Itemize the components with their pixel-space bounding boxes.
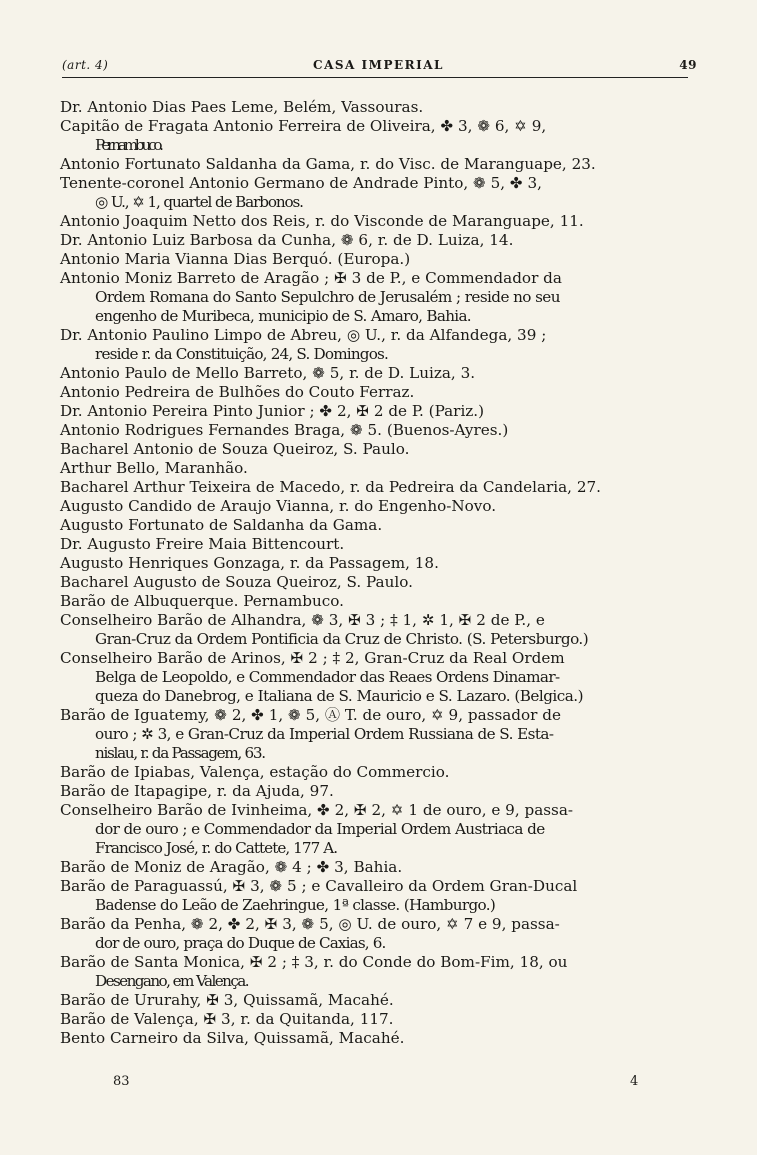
entry-line: Bento Carneiro da Silva, Quissamã, Macahé. bbox=[60, 1029, 405, 1047]
entry-line: Barão de Iguatemy, ❁ 2, ✤ 1, ❁ 5, Ⓐ T. de ouro, ✡ 9, passador de bbox=[60, 706, 561, 724]
entry-continuation-line: reside r. da Constituição, 24, S. Domingos. bbox=[95, 345, 389, 363]
entry-line: Conselheiro Barão de Ivinheima, ✤ 2, ✠ 2, ✡ 1 de ouro, e 9, passa- bbox=[60, 801, 574, 819]
entry-continuation-line: Gran-Cruz da Ordem Pontificia da Cruz de Christo. (S. Petersburgo.) bbox=[95, 630, 589, 648]
entry-line: Tenente-coronel Antonio Germano de Andrade Pinto, ❁ 5, ✤ 3, bbox=[60, 174, 542, 192]
entry-line: Bacharel Antonio de Souza Queiroz, S. Paulo. bbox=[60, 440, 410, 458]
entry-line: Conselheiro Barão de Arinos, ✠ 2 ; ‡ 2, Gran-Cruz da Real Ordem bbox=[60, 649, 565, 667]
entry-line: Barão da Penha, ❁ 2, ✤ 2, ✠ 3, ❁ 5, ◎ U. de ouro, ✡ 7 e 9, passa- bbox=[60, 915, 560, 933]
page-number: 49 bbox=[679, 58, 697, 72]
entry-line: Barão de Albuquerque. Pernambuco. bbox=[60, 592, 345, 610]
entry-continuation-line: Badense do Leão de Zaehringue, 1ª classe. (Hamburgo.) bbox=[95, 896, 496, 914]
entry-line: Conselheiro Barão de Alhandra, ❁ 3, ✠ 3 ; ‡ 1, ✲ 1, ✠ 2 de P., e bbox=[60, 611, 545, 629]
signature-mark: 4 bbox=[630, 1074, 639, 1089]
signature-number: 83 bbox=[113, 1074, 130, 1089]
entry-continuation-line: dor de ouro ; e Commendador da Imperial Ordem Austriaca de bbox=[95, 820, 545, 838]
entry-line: Dr. Antonio Paulino Limpo de Abreu, ◎ U., r. da Alfandega, 39 ; bbox=[60, 326, 547, 344]
entry-continuation-line: Pernambuco. bbox=[95, 136, 161, 154]
entry-continuation-line: engenho de Muribeca, municipio de S. Amaro, Bahia. bbox=[95, 307, 471, 325]
entry-line: Antonio Joaquim Netto dos Reis, r. do Visconde de Maranguape, 11. bbox=[60, 212, 584, 230]
entry-continuation-line: dor de ouro, praça do Duque de Caxias, 6. bbox=[95, 934, 386, 952]
entry-list bbox=[60, 98, 690, 1048]
entry-continuation-line: queza do Danebrog, e Italiana de S. Mauricio e S. Lazaro. (Belgica.) bbox=[95, 687, 584, 705]
entry-line: Antonio Maria Vianna Dias Berquó. (Europa.) bbox=[60, 250, 411, 268]
entry-line: Barão de Itapagipe, r. da Ajuda, 97. bbox=[60, 782, 334, 800]
entry-line: Dr. Antonio Dias Paes Leme, Belém, Vassouras. bbox=[60, 98, 424, 116]
entry-continuation-line: ouro ; ✲ 3, e Gran-Cruz da Imperial Ordem Russiana de S. Esta- bbox=[95, 725, 554, 743]
entry-line: Arthur Bello, Maranhão. bbox=[60, 459, 248, 477]
entry-line: Augusto Henriques Gonzaga, r. da Passagem, 18. bbox=[60, 554, 439, 572]
entry-line: Barão de Valença, ✠ 3, r. da Quitanda, 117. bbox=[60, 1010, 394, 1028]
entry-continuation-line: Belga de Leopoldo, e Commendador das Reaes Ordens Dinamar- bbox=[95, 668, 560, 686]
entry-continuation-line: Francisco José, r. do Cattete, 177 A. bbox=[95, 839, 338, 857]
entry-line: Barão de Ipiabas, Valença, estação do Commercio. bbox=[60, 763, 450, 781]
entry-line: Antonio Moniz Barreto de Aragão ; ✠ 3 de P., e Commendador da bbox=[60, 269, 562, 287]
entry-line: Dr. Antonio Pereira Pinto Junior ; ✤ 2, ✠ 2 de P. (Pariz.) bbox=[60, 402, 485, 420]
entry-line: Dr. Augusto Freire Maia Bittencourt. bbox=[60, 535, 345, 553]
entry-continuation-line: Ordem Romana do Santo Sepulchro de Jerusalém ; reside no seu bbox=[95, 288, 560, 306]
entry-line: Barão de Ururahy, ✠ 3, Quissamã, Macahé. bbox=[60, 991, 394, 1009]
entry-line: Antonio Rodrigues Fernandes Braga, ❁ 5. (Buenos-Ayres.) bbox=[60, 421, 509, 439]
entry-line: Dr. Antonio Luiz Barbosa da Cunha, ❁ 6, r. de D. Luiza, 14. bbox=[60, 231, 514, 249]
entry-continuation-line: Desengano, em Valença. bbox=[95, 972, 248, 990]
running-head-title: CASA IMPERIAL bbox=[313, 58, 444, 72]
entry-line: Bacharel Arthur Teixeira de Macedo, r. da Pedreira da Candelaria, 27. bbox=[60, 478, 601, 496]
running-head-article: (art. 4) bbox=[62, 58, 109, 72]
entry-line: Capitão de Fragata Antonio Ferreira de Oliveira, ✤ 3, ❁ 6, ✡ 9, bbox=[60, 117, 547, 135]
entry-line: Augusto Candido de Araujo Vianna, r. do Engenho-Novo. bbox=[60, 497, 497, 515]
entry-line: Bacharel Augusto de Souza Queiroz, S. Paulo. bbox=[60, 573, 413, 591]
entry-line: Antonio Pedreira de Bulhões do Couto Ferraz. bbox=[60, 383, 415, 401]
entry-continuation-line: nislau, r. da Passagem, 63. bbox=[95, 744, 265, 762]
entry-line: Antonio Fortunato Saldanha da Gama, r. do Visc. de Maranguape, 23. bbox=[60, 155, 596, 173]
entry-line: Barão de Paraguassú, ✠ 3, ❁ 5 ; e Cavalleiro da Ordem Gran-Ducal bbox=[60, 877, 578, 895]
entry-line: Antonio Paulo de Mello Barreto, ❁ 5, r. de D. Luiza, 3. bbox=[60, 364, 476, 382]
entry-line: Barão de Moniz de Aragão, ❁ 4 ; ✤ 3, Bahia. bbox=[60, 858, 403, 876]
entry-continuation-line: ◎ U., ✡ 1, quartel de Barbonos. bbox=[95, 193, 303, 211]
header-rule bbox=[62, 77, 688, 78]
entry-line: Augusto Fortunato de Saldanha da Gama. bbox=[60, 516, 383, 534]
entry-line: Barão de Santa Monica, ✠ 2 ; ‡ 3, r. do Conde do Bom-Fim, 18, ou bbox=[60, 953, 568, 971]
